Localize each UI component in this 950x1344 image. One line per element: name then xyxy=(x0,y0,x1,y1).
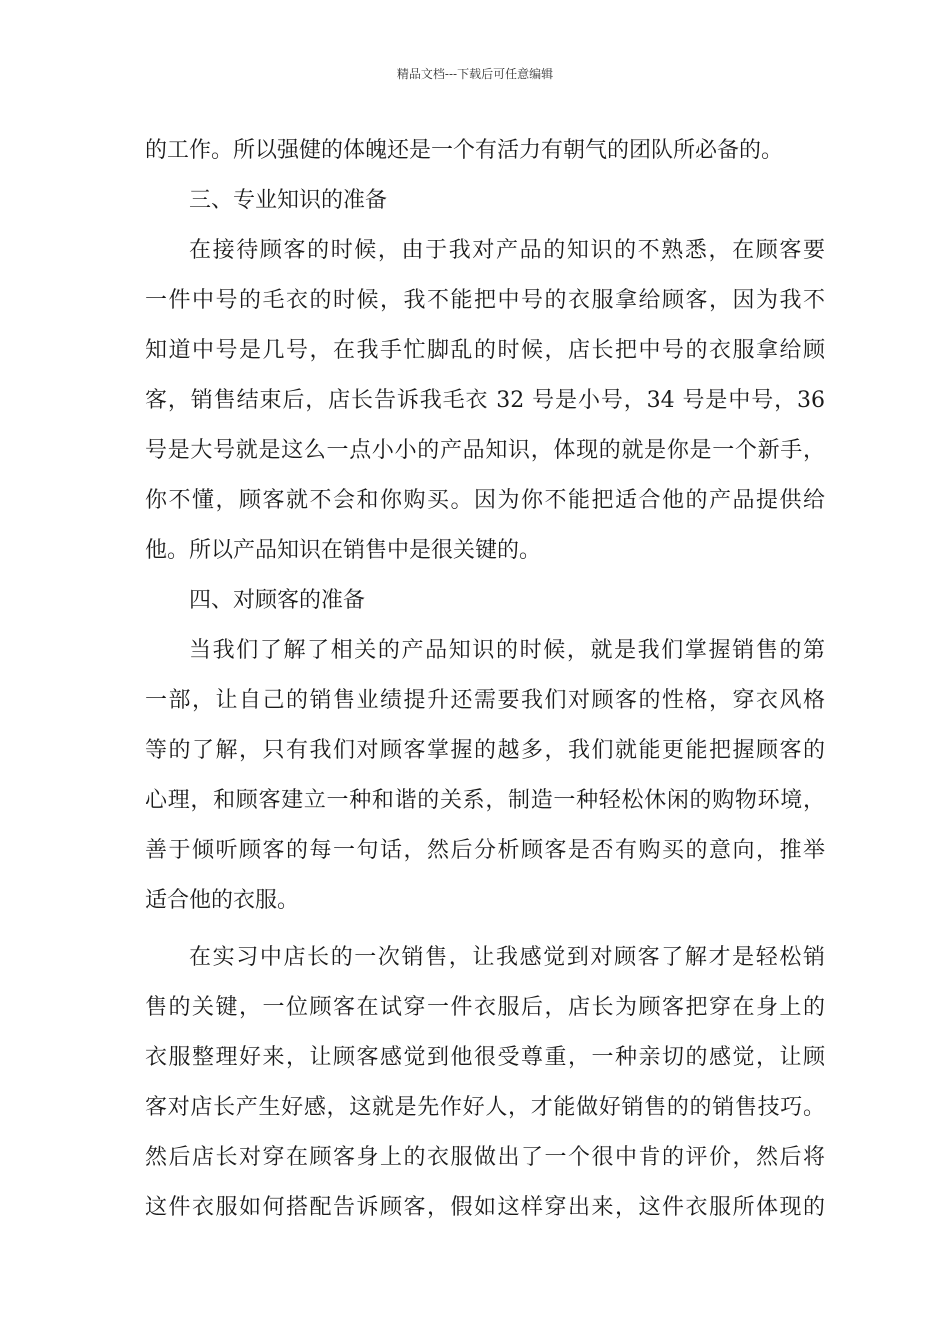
text-line: 衣服整理好来，让顾客感觉到他很受尊重，一种亲切的感觉，让顾 xyxy=(145,1045,825,1070)
text-line: 适合他的衣服。 xyxy=(145,888,300,913)
text-line: 这件衣服如何搭配告诉顾客，假如这样穿出来，这件衣服所体现的 xyxy=(145,1195,825,1220)
text-line: 在实习中店长的一次销售，让我感觉到对顾客了解才是轻松销 xyxy=(189,945,825,970)
text-line: 客，销售结束后，店长告诉我毛衣 32 号是小号，34 号是中号，36 xyxy=(145,388,825,413)
paragraph-gap xyxy=(145,926,825,933)
text-line: 的工作。所以强健的体魄还是一个有活力有朝气的团队所必备的。 xyxy=(145,138,784,163)
text-line: 号是大号就是这么一点小小的产品知识，体现的就是你是一个新手， xyxy=(145,438,825,463)
page-header: 精品文档---下载后可任意编辑 xyxy=(396,67,554,81)
section-heading: 三、专业知识的准备 xyxy=(189,188,388,213)
text-line: 知道中号是几号，在我手忙脚乱的时候，店长把中号的衣服拿给顾 xyxy=(145,338,825,363)
text-line: 一件中号的毛衣的时候，我不能把中号的衣服拿给顾客，因为我不 xyxy=(145,288,825,313)
text-line: 心理，和顾客建立一种和谐的关系，制造一种轻松休闲的购物环境， xyxy=(145,788,825,813)
document-body xyxy=(145,126,825,1233)
text-line: 客对店长产生好感，这就是先作好人，才能做好销售的的销售技巧。 xyxy=(145,1095,825,1120)
text-line: 等的了解，只有我们对顾客掌握的越多，我们就能更能把握顾客的 xyxy=(145,738,825,763)
text-line: 一部，让自己的销售业绩提升还需要我们对顾客的性格，穿衣风格 xyxy=(145,688,825,713)
text-line: 然后店长对穿在顾客身上的衣服做出了一个很中肯的评价，然后将 xyxy=(145,1145,825,1170)
text-line: 你不懂，顾客就不会和你购买。因为你不能把适合他的产品提供给 xyxy=(145,488,825,513)
section-heading: 四、对顾客的准备 xyxy=(189,588,366,613)
text-line: 当我们了解了相关的产品知识的时候，就是我们掌握销售的第 xyxy=(189,638,825,663)
text-line: 他。所以产品知识在销售中是很关键的。 xyxy=(145,538,542,563)
text-line: 在接待顾客的时候，由于我对产品的知识的不熟悉，在顾客要 xyxy=(189,238,825,263)
text-line: 善于倾听顾客的每一句话，然后分析顾客是否有购买的意向，推举 xyxy=(145,838,825,863)
text-line: 售的关键，一位顾客在试穿一件衣服后，店长为顾客把穿在身上的 xyxy=(145,995,825,1020)
